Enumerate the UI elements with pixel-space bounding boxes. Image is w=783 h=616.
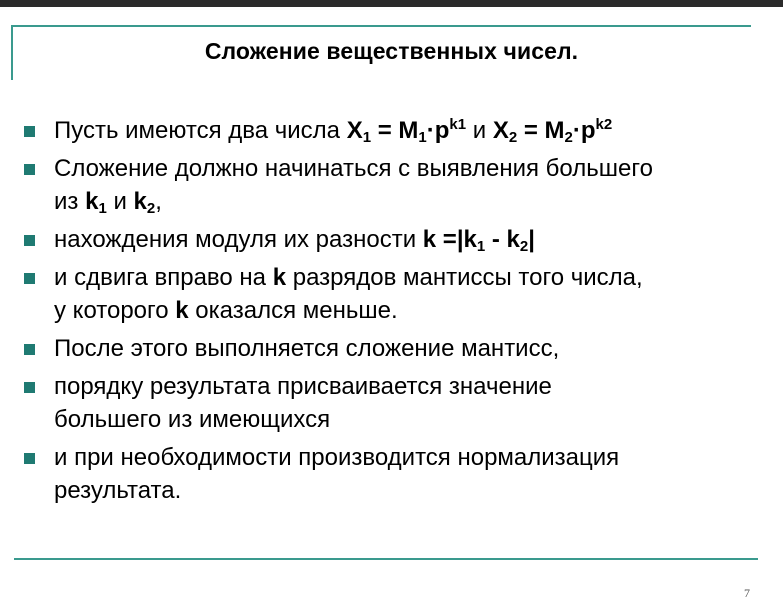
square-bullet-icon	[24, 382, 35, 393]
square-bullet-icon	[24, 235, 35, 246]
bullet-line: Сложение должно начинаться с выявления большего	[54, 155, 653, 182]
formula-k: $k =|k_1 - k_2|$	[422, 226, 535, 255]
bullet-item-5	[24, 332, 764, 365]
square-bullet-icon	[24, 273, 35, 284]
bullet-line: результата.	[54, 477, 182, 504]
bullet-item-7	[24, 441, 764, 507]
square-bullet-icon	[24, 164, 35, 175]
bullet-line: нахождения модуля их разности $k =|k_1 - k_2|$	[54, 226, 535, 255]
title-rule	[11, 25, 751, 27]
text: Пусть имеются два числа	[54, 117, 347, 144]
slide-title: Сложение вещественных чисел.	[204, 38, 579, 64]
bullet-line	[54, 114, 764, 147]
bullet-line: порядку результата присваивается значение	[54, 373, 552, 400]
page-number: 7	[744, 586, 750, 600]
bullet-item-2	[24, 152, 764, 218]
bottom-rule	[14, 558, 758, 560]
formula-x1: $X_1 = M_1\cdot p^{k1}$	[346, 116, 467, 146]
bullet-line: у которого k оказался меньше.	[54, 297, 398, 324]
bullet-item-6	[24, 370, 764, 436]
bullet-line: и при необходимости производится нормализация	[54, 444, 620, 471]
bullet-line: большего из имеющихся	[54, 406, 331, 433]
square-bullet-icon	[24, 344, 35, 355]
text: и	[466, 117, 493, 144]
formula-x2: $X_2 = M_2\cdot p^{k2}$	[492, 116, 613, 146]
window-top-bar	[0, 0, 783, 7]
bullet-line: из $k_1$ и $k_2$,	[54, 188, 162, 217]
bullet-list	[24, 114, 764, 512]
bullet-item-4	[24, 261, 764, 327]
bullet-item-1	[24, 114, 764, 147]
bullet-item-3	[24, 223, 764, 256]
square-bullet-icon	[24, 453, 35, 464]
square-bullet-icon	[24, 126, 35, 137]
bullet-line: и сдвига вправо на k разрядов мантиссы того числа,	[54, 264, 643, 291]
bullet-line: После этого выполняется сложение мантисс,	[54, 335, 560, 362]
